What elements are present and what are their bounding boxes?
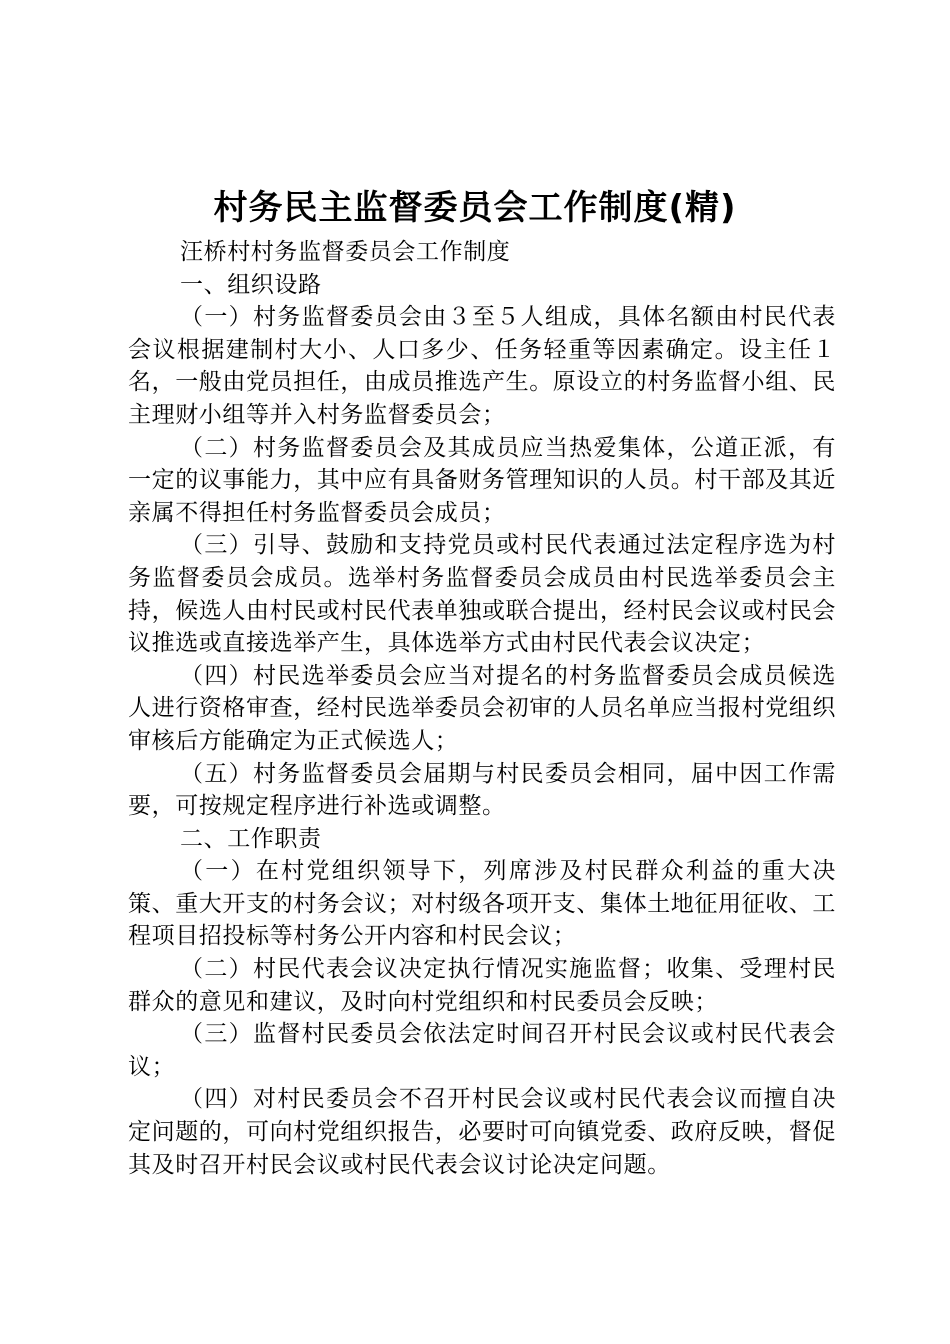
subtitle-paragraph: 汪桥村村务监督委员会工作制度 — [180, 239, 511, 265]
document-title: 村务民主监督委员会工作制度(精) — [213, 188, 737, 228]
paragraph: （三）引导、鼓励和支持党员或村民代表通过法定程序选为村务监督委员会成员。选举村务监督委员会成员由村民选举委员会主持，候选人由村民或村民代表单独或联合提出，经村民会议或村民会议推选或直接选举产生，具体选举方式由村民代表会议决定； — [128, 532, 836, 657]
section-heading-organization: 一、组织设路 — [180, 271, 322, 298]
paragraph: （四）对村民委员会不召开村民会议或村民代表会议而擅自决定问题的，可向村党组织报告，必要时可向镇党委、政府反映，督促其及时召开村民会议或村民代表会议讨论决定问题。 — [128, 1086, 836, 1178]
section-heading-duties: 二、工作职责 — [180, 825, 322, 852]
paragraph: （四）村民选举委员会应当对提名的村务监督委员会成员候选人进行资格审查，经村民选举委员会初审的人员名单应当报村党组织审核后方能确定为正式候选人； — [128, 662, 836, 754]
paragraph: （三）监督村民委员会依法定时间召开村民会议或村民代表会议； — [128, 1021, 836, 1080]
paragraph: （一）村务监督委员会由３至５人组成，具体名额由村民代表会议根据建制村大小、人口多少、任务轻重等因素确定。设主任１名，一般由党员担任，由成员推选产生。原设立的村务监督小组、民主理财小组等并入村务监督委员会； — [128, 304, 836, 428]
document-body — [128, 236, 836, 1181]
paragraph: （五）村务监督委员会届期与村民委员会相同，届中因工作需要，可按规定程序进行补选或调整。 — [128, 760, 836, 820]
paragraph: （二）村民代表会议决定执行情况实施监督；收集、受理村民群众的意见和建议，及时向村党组织和村民委员会反映； — [128, 956, 836, 1015]
paragraph: （二）村务监督委员会及其成员应当热爱集体，公道正派，有一定的议事能力，其中应有具备财务管理知识的人员。村干部及其近亲属不得担任村务监督委员会成员； — [128, 434, 836, 526]
paragraph: （一）在村党组织领导下，列席涉及村民群众利益的重大决策、重大开支的村务会议；对村级各项开支、集体土地征用征收、工程项目招投标等村务公开内容和村民会议； — [128, 858, 836, 950]
